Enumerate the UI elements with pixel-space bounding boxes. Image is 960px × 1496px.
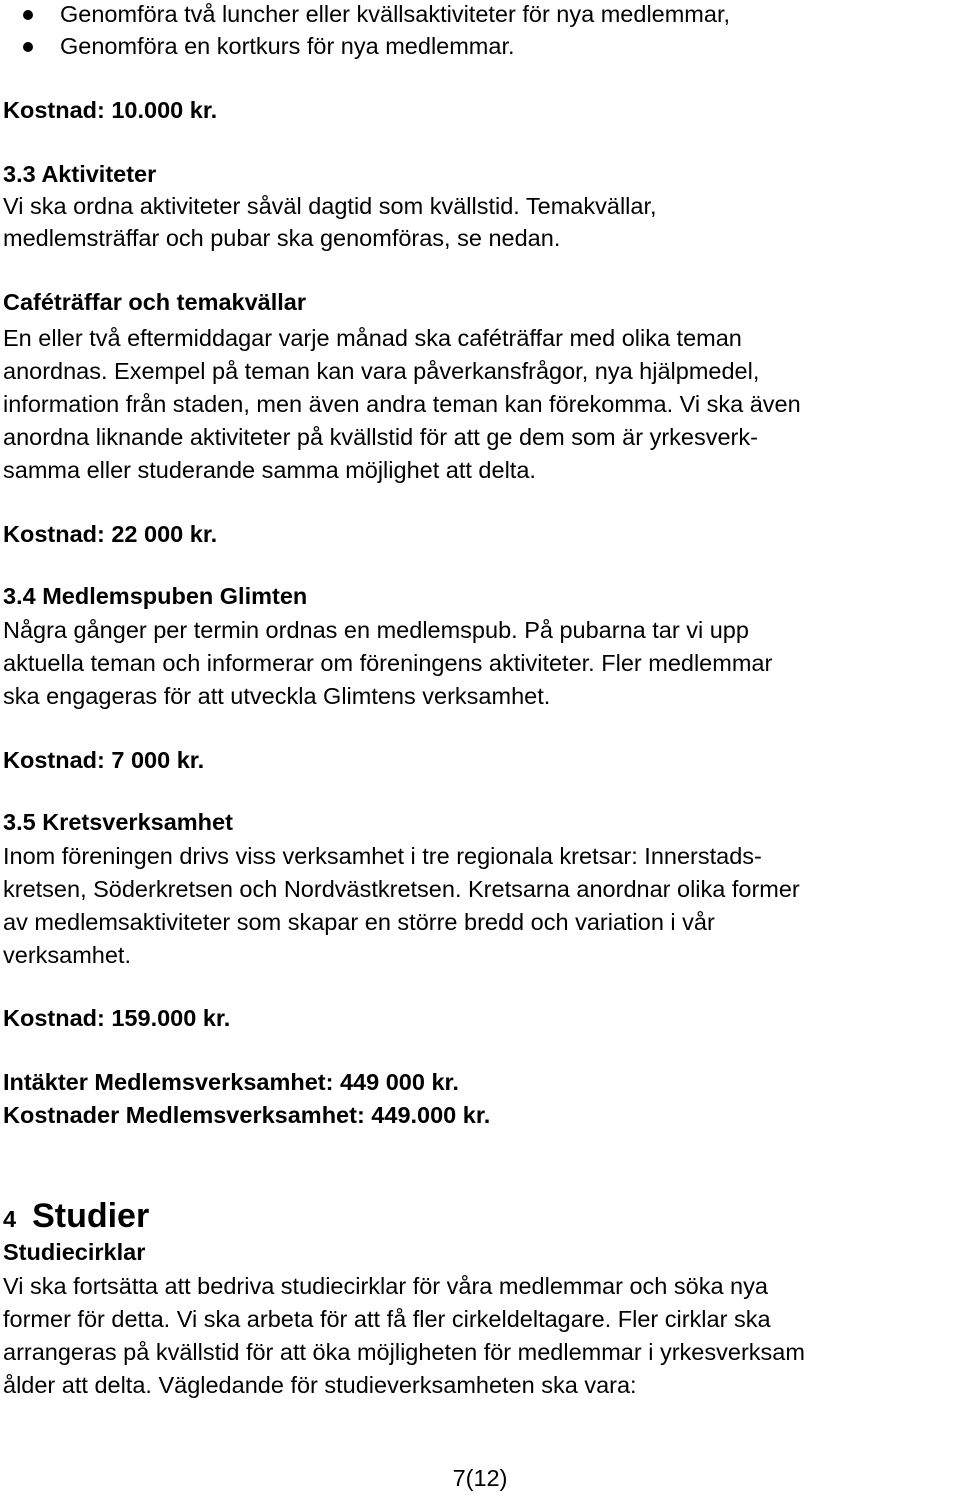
paragraph-line: aktuella teman och informerar om föreningens aktiviteter. Fler medlemmar (3, 650, 773, 676)
cost-line: Kostnad: 22 000 kr. (3, 521, 218, 547)
paragraph-line: information från staden, men även andra teman kan förekomma. Vi ska även (3, 391, 801, 417)
paragraph-line: verksamhet. (3, 942, 131, 968)
page-number: 7(12) (452, 1465, 508, 1491)
paragraph-line: Några gånger per termin ordnas en medlemspub. På pubarna tar vi upp (3, 617, 749, 643)
bullet-item: Genomföra en kortkurs för nya medlemmar. (60, 33, 515, 59)
total-costs: Kostnader Medlemsverksamhet: 449.000 kr. (3, 1102, 491, 1128)
paragraph-line: ålder att delta. Vägledande för studieverksamheten ska vara: (3, 1372, 637, 1398)
section-heading: 3.4 Medlemspuben Glimten (3, 583, 308, 609)
bullet-dot (23, 42, 33, 52)
paragraph-line: former för detta. Vi ska arbeta för att få fler cirkeldeltagare. Fler cirklar ska (3, 1306, 771, 1332)
cost-line: Kostnad: 159.000 kr. (3, 1005, 231, 1031)
section-heading: 3.3 Aktiviteter (3, 161, 157, 187)
paragraph-line: medlemsträffar och pubar ska genomföras, se nedan. (3, 225, 561, 251)
cost-line: Kostnad: 7 000 kr. (3, 747, 205, 773)
paragraph-line: anordna liknande aktiviteter på kvällstid för att ge dem som är yrkesverk- (3, 424, 758, 450)
chapter-number: 4 (3, 1206, 17, 1232)
total-income: Intäkter Medlemsverksamhet: 449 000 kr. (3, 1069, 459, 1095)
paragraph-line: Inom föreningen drivs viss verksamhet i tre regionala kretsar: Innerstads- (3, 843, 762, 869)
bullet-dot (23, 10, 33, 20)
subsection-heading: Studiecirklar (3, 1239, 146, 1265)
paragraph-line: kretsen, Söderkretsen och Nordvästkretsen. Kretsarna anordnar olika former (3, 876, 800, 902)
paragraph-line: Vi ska fortsätta att bedriva studiecirklar för våra medlemmar och söka nya (3, 1273, 768, 1299)
subsection-heading: Caféträffar och temakvällar (3, 289, 307, 315)
chapter-title: Studier (32, 1197, 150, 1235)
chapter-heading (3, 1196, 149, 1239)
paragraph-line: En eller två eftermiddagar varje månad ska caféträffar med olika teman (3, 325, 742, 351)
paragraph-line: Vi ska ordna aktiviteter såväl dagtid som kvällstid. Temakvällar, (3, 193, 657, 219)
paragraph-line: anordnas. Exempel på teman kan vara påverkansfrågor, nya hjälpmedel, (3, 358, 760, 384)
paragraph-line: ska engageras för att utveckla Glimtens verksamhet. (3, 683, 551, 709)
paragraph-line: samma eller studerande samma möjlighet att delta. (3, 457, 536, 483)
paragraph-line: arrangeras på kvällstid för att öka möjligheten för medlemmar i yrkesverksam (3, 1339, 805, 1365)
section-heading: 3.5 Kretsverksamhet (3, 809, 233, 835)
cost-line: Kostnad: 10.000 kr. (3, 97, 218, 123)
paragraph-line: av medlemsaktiviteter som skapar en större bredd och variation i vår (3, 909, 715, 935)
bullet-item: Genomföra två luncher eller kvällsaktiviteter för nya medlemmar, (60, 1, 731, 27)
